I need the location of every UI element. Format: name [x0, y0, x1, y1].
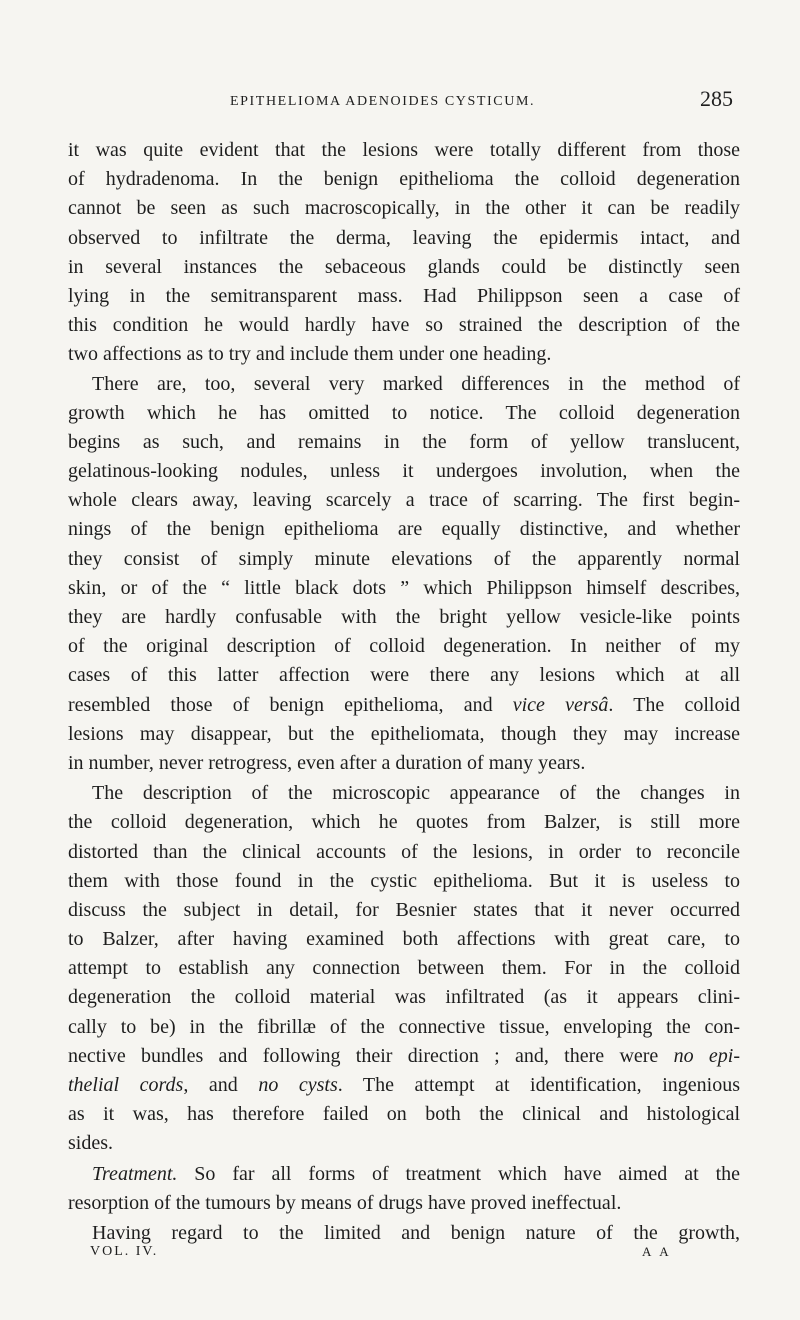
text-line: gelatinous-looking nodules, unless it undergoes involution, when the: [68, 460, 740, 483]
signature-mark: A A: [642, 1244, 672, 1259]
text-line: this condition he would hardly have so strained the description of the: [68, 314, 740, 337]
text-line: cally to be) in the fibrillæ of the connective tissue, enveloping the con-: [68, 1015, 740, 1038]
text-line: There are, too, several very marked differences in the method of: [92, 372, 740, 395]
text-line: it was quite evident that the lesions were totally different from those: [68, 139, 740, 161]
text-line: them with those found in the cystic epithelioma. But it is useless to: [68, 869, 740, 892]
text-line: distorted than the clinical accounts of the lesions, in order to reconcile: [68, 840, 740, 863]
page-header: [0, 86, 800, 116]
text-line: of the original description of colloid degeneration. In neither of my: [68, 635, 740, 658]
text-line: Having regard to the limited and benign nature of the growth,: [92, 1221, 740, 1244]
text-line: resorption of the tumours by means of drugs have proved ineffectual.: [68, 1191, 622, 1214]
text-line: whole clears away, leaving scarcely a trace of scarring. The first begin-: [68, 489, 740, 512]
text-line: they consist of simply minute elevations of the apparently normal: [68, 547, 740, 570]
text-line: two affections as to try and include them under one heading.: [68, 343, 552, 366]
text-line: resembled those of benign epithelioma, and vice versâ. The colloid: [68, 693, 740, 716]
text-line: of hydradenoma. In the benign epithelioma the colloid degeneration: [68, 168, 740, 191]
text-line: thelial cords, and no cysts. The attempt at identification, ingenious: [68, 1074, 740, 1096]
page-number: 285: [700, 86, 733, 111]
text-line: sides.: [68, 1132, 113, 1155]
text-line: nective bundles and following their direction ; and, there were no epi-: [68, 1044, 741, 1067]
text-line: to Balzer, after having examined both affections with great care, to: [68, 928, 740, 951]
text-line: they are hardly confusable with the bright yellow vesicle-like points: [68, 606, 740, 628]
text-line: in several instances the sebaceous glands could be distinctly seen: [68, 255, 740, 278]
text-line: skin, or of the “ little black dots ” which Philippson himself describes,: [68, 576, 740, 599]
text-line: growth which he has omitted to notice. The colloid degeneration: [68, 401, 740, 424]
volume-mark: VOL. IV.: [90, 1244, 159, 1259]
text-line: begins as such, and remains in the form of yellow translucent,: [68, 430, 740, 453]
text-line: Treatment. So far all forms of treatment which have aimed at the: [92, 1162, 740, 1185]
text-line: nings of the benign epithelioma are equally distinctive, and whether: [68, 518, 740, 541]
text-line: lying in the semitransparent mass. Had Philippson seen a case of: [68, 284, 740, 307]
text-line: The description of the microscopic appearance of the changes in: [92, 782, 740, 805]
text-line: attempt to establish any connection between them. For in the colloid: [68, 957, 740, 980]
text-line: discuss the subject in detail, for Besnier states that it never occurred: [68, 898, 740, 921]
text-line: lesions may disappear, but the epitheliomata, though they may increase: [68, 722, 740, 745]
text-line: cannot be seen as such macroscopically, in the other it can be readily: [68, 197, 740, 220]
text-line: observed to infiltrate the derma, leaving the epidermis intact, and: [68, 226, 740, 249]
body-text: [68, 136, 740, 1248]
text-line: degeneration the colloid material was infiltrated (as it appears clini-: [68, 986, 740, 1009]
running-title: EPITHELIOMA ADENOIDES CYSTICUM.: [230, 94, 536, 109]
page-footer: [0, 1244, 800, 1268]
text-line: as it was, has therefore failed on both the clinical and histological: [68, 1103, 740, 1126]
text-line: the colloid degeneration, which he quotes from Balzer, is still more: [68, 811, 740, 834]
text-line: cases of this latter affection were there any lesions which at all: [68, 664, 740, 687]
text-line: in number, never retrogress, even after a duration of many years.: [68, 751, 586, 774]
